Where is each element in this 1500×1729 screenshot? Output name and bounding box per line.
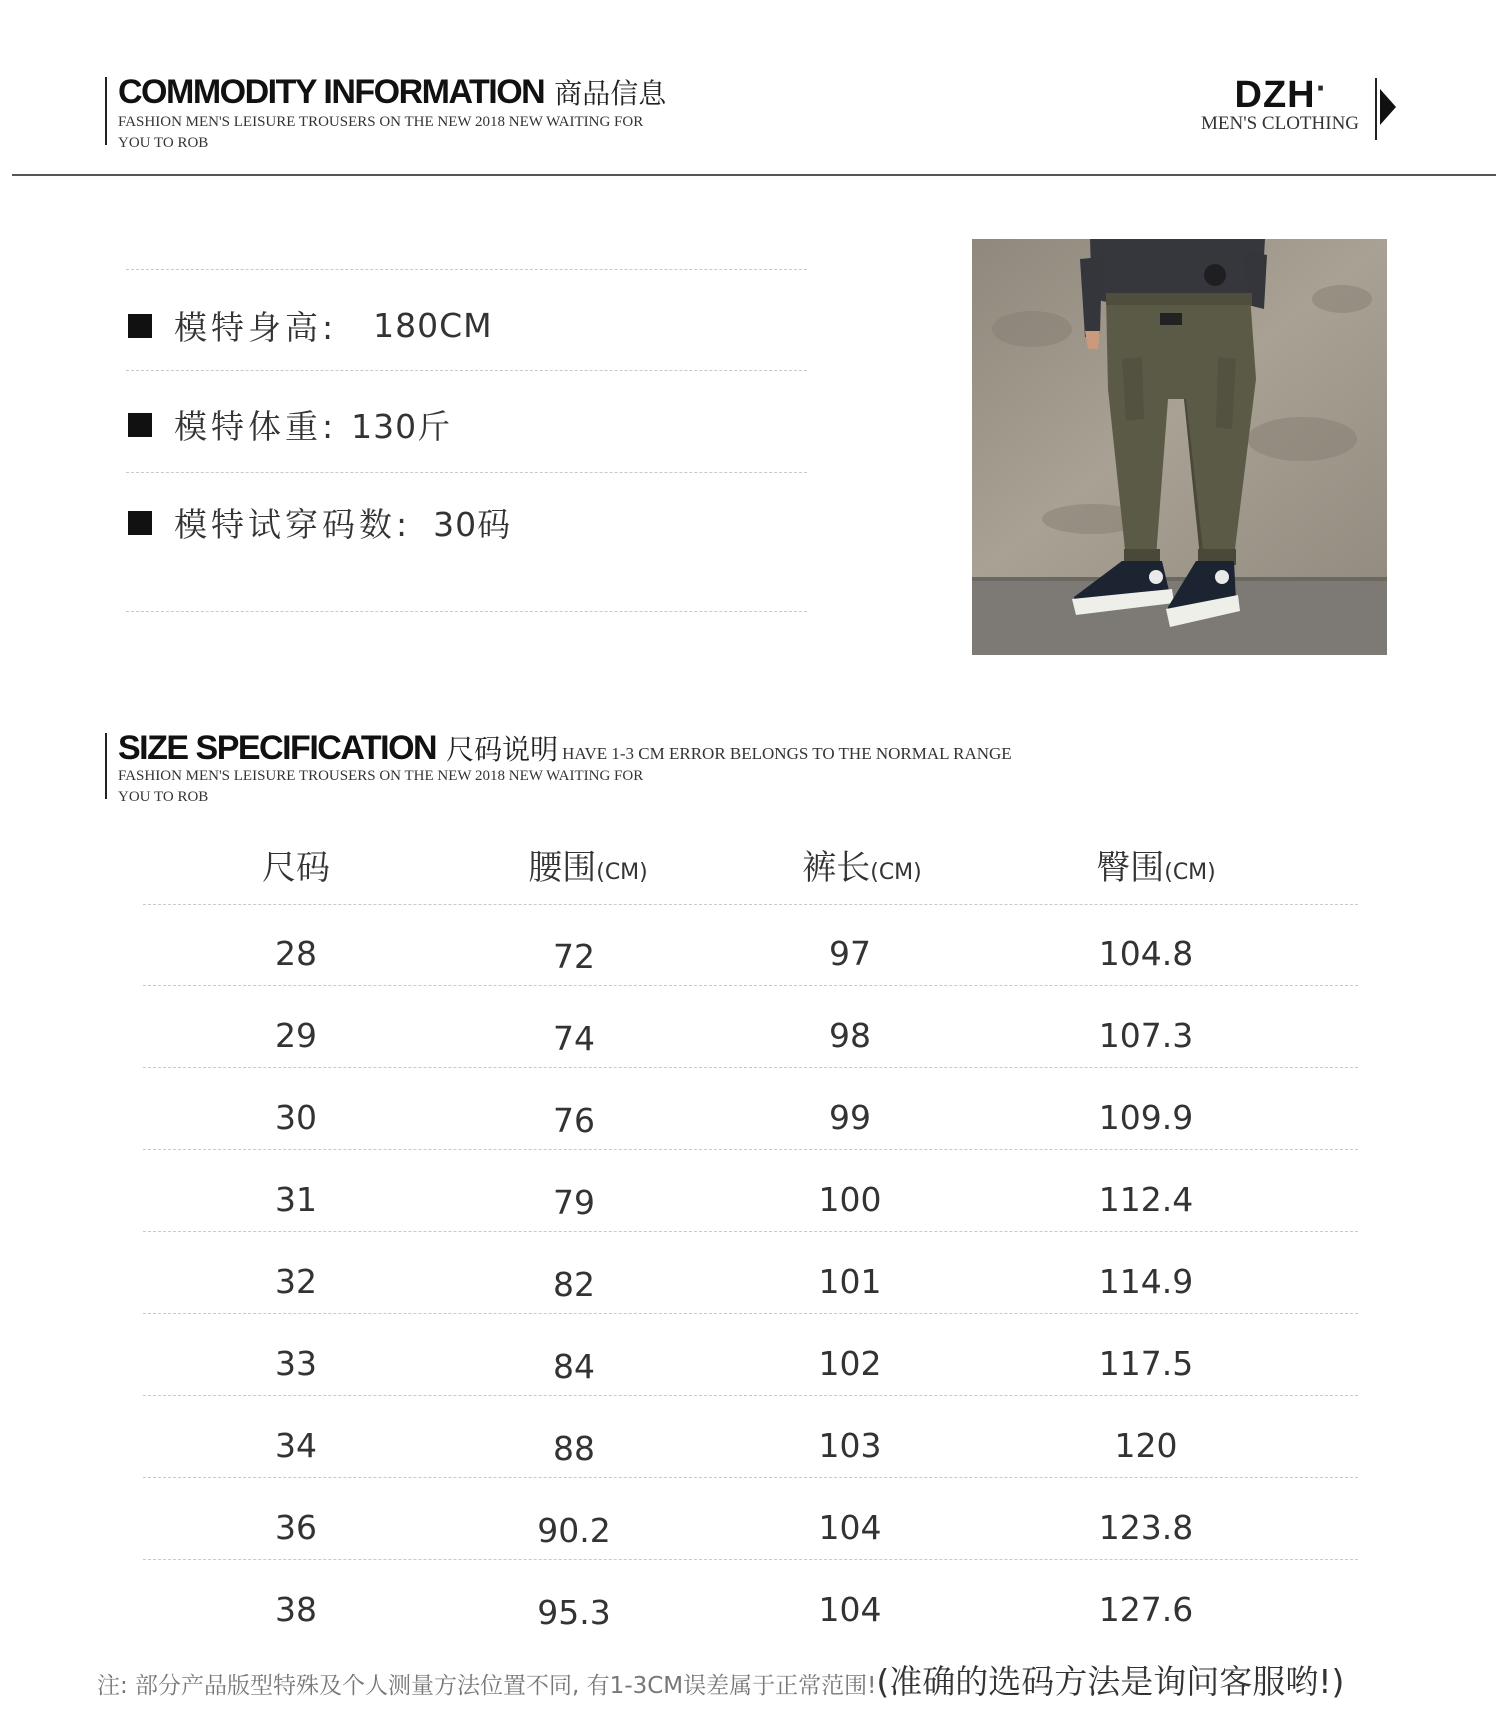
info-label: 模特身高: (174, 308, 338, 347)
info-divider (126, 269, 807, 270)
cell-hip: 104.8 (1098, 934, 1194, 973)
info-value: 30码 (433, 505, 512, 544)
info-label: 模特试穿码数: (174, 505, 412, 544)
cell-size: 30 (275, 1098, 317, 1137)
arrow-right-icon (1380, 89, 1396, 125)
cell-waist: 79 (553, 1183, 595, 1222)
cell-size: 33 (275, 1344, 317, 1383)
cell-hip: 109.9 (1098, 1098, 1194, 1137)
commodity-title-cn: 商品信息 (554, 77, 667, 110)
cell-size: 32 (275, 1262, 317, 1301)
cell-hip: 127.6 (1098, 1590, 1194, 1629)
info-value: 130斤 (351, 407, 452, 446)
cell-length: 104 (818, 1508, 882, 1547)
product-photo (972, 239, 1387, 655)
cell-length: 98 (829, 1016, 871, 1055)
cell-waist: 84 (553, 1347, 595, 1386)
cell-waist: 72 (553, 937, 595, 976)
footer-note-emphasis: (准确的选码方法是询问客服哟!) (876, 1662, 1345, 1701)
brand-logo (1194, 74, 1366, 135)
brand-name: DZH (1234, 74, 1316, 116)
cell-size: 31 (275, 1180, 317, 1219)
table-divider (143, 904, 1358, 905)
commodity-header (118, 72, 666, 154)
cell-size: 38 (275, 1590, 317, 1629)
cell-hip: 117.5 (1098, 1344, 1194, 1383)
size-subtitle-line1: FASHION MEN'S LEISURE TROUSERS ON THE NEW 2018 NEW WAITING FOR (118, 768, 644, 784)
info-divider (126, 611, 807, 612)
info-row-weight (128, 401, 451, 448)
brand-registered-mark: · (1315, 74, 1326, 104)
column-header-size: 尺码 (262, 848, 330, 888)
cell-length: 104 (818, 1590, 882, 1629)
cell-length: 103 (818, 1426, 882, 1465)
table-divider (143, 1149, 1358, 1150)
column-header-hip: 臀围(CM) (1096, 848, 1216, 888)
header-accent-bar (105, 77, 107, 145)
cell-size: 36 (275, 1508, 317, 1547)
cell-hip: 120 (1114, 1426, 1178, 1465)
bullet-square-icon (128, 413, 152, 437)
cell-size: 34 (275, 1426, 317, 1465)
size-subtitle-line2: YOU TO ROB (118, 789, 209, 805)
size-header (118, 728, 1012, 808)
info-value: 180CM (373, 306, 493, 345)
info-label: 模特体重: (174, 407, 338, 446)
table-divider (143, 1313, 1358, 1314)
footer-note (97, 1656, 1344, 1703)
footer-note-text: 注: 部分产品版型特殊及个人测量方法位置不同, 有1-3CM误差属于正常范围! (97, 1673, 877, 1699)
brand-subtitle: MEN'S CLOTHING (1200, 113, 1360, 134)
cell-hip: 114.9 (1098, 1262, 1194, 1301)
size-title: SIZE SPECIFICATION (118, 729, 437, 767)
commodity-title: COMMODITY INFORMATION (118, 73, 545, 111)
cell-waist: 95.3 (537, 1593, 611, 1632)
size-header-accent-bar (105, 733, 107, 799)
cell-waist: 76 (553, 1101, 595, 1140)
cell-hip: 123.8 (1098, 1508, 1194, 1547)
size-error-note: HAVE 1-3 CM ERROR BELONGS TO THE NORMAL RANGE (562, 744, 1012, 763)
table-divider (143, 1395, 1358, 1396)
bullet-square-icon (128, 314, 152, 338)
size-title-cn: 尺码说明 (446, 733, 559, 766)
cell-size: 28 (275, 934, 317, 973)
table-divider (143, 1559, 1358, 1560)
info-row-height (128, 302, 493, 349)
cell-waist: 74 (553, 1019, 595, 1058)
info-divider (126, 472, 807, 473)
cell-hip: 107.3 (1098, 1016, 1194, 1055)
brand-divider-bar (1375, 78, 1377, 140)
table-divider (143, 1477, 1358, 1478)
cell-length: 100 (818, 1180, 882, 1219)
cell-waist: 90.2 (537, 1511, 611, 1550)
column-header-waist: 腰围(CM) (528, 848, 648, 888)
commodity-subtitle-line2: YOU TO ROB (118, 135, 209, 151)
cell-length: 101 (818, 1262, 882, 1301)
cell-length: 97 (829, 934, 871, 973)
cell-size: 29 (275, 1016, 317, 1055)
cell-waist: 82 (553, 1265, 595, 1304)
cell-waist: 88 (553, 1429, 595, 1468)
header-rule (12, 174, 1496, 176)
cell-hip: 112.4 (1098, 1180, 1194, 1219)
table-divider (143, 985, 1358, 986)
commodity-subtitle-line1: FASHION MEN'S LEISURE TROUSERS ON THE NEW 2018 NEW WAITING FOR (118, 114, 644, 130)
cell-length: 99 (829, 1098, 871, 1137)
cell-length: 102 (818, 1344, 882, 1383)
info-row-size (128, 499, 511, 546)
info-divider (126, 370, 807, 371)
table-divider (143, 1067, 1358, 1068)
table-divider (143, 1231, 1358, 1232)
bullet-square-icon (128, 511, 152, 535)
column-header-length: 裤长(CM) (802, 848, 922, 888)
